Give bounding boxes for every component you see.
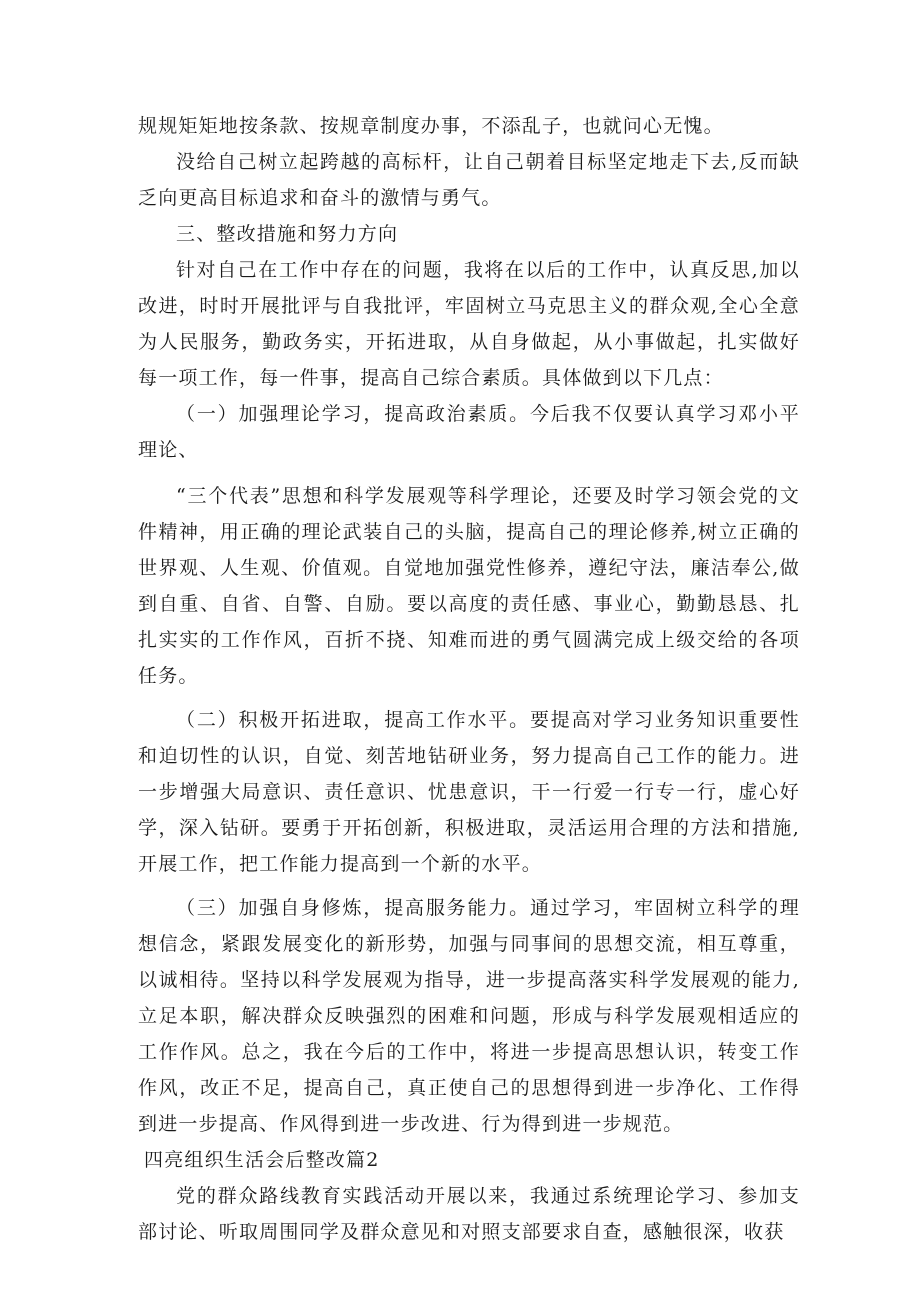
paragraph-three-represents: “三个代表”思想和科学发展观等科学理论，还要及时学习领会党的文件精神，用正确的理论武装自己的头脑，提高自己的理论修养,树立正确的世界观、人生观、价值观。自觉地加强党性修养，遵纪守法，廉洁奉公,做到自重、自省、自警、自励。要以高度的责任感、事业心，勤勤恳恳、扎扎实实的工作作风，百折不挠、知难而进的勇气圆满完成上级交给的各项任务。 (138, 485, 800, 687)
section-heading-rectification: 三、整改措施和努力方向 (176, 223, 399, 245)
paragraph-continuation: 规规矩矩地按条款、按规章制度办事，不添乱子，也就问心无愧。 (138, 115, 724, 137)
paragraph-no-benchmark: 没给自己树立起跨越的高标杆，让自己朝着目标坚定地走下去,反而缺乏向更高目标追求和奋斗的激情与勇气。 (138, 151, 800, 209)
section-title-part-two: 四亮组织生活会后整改篇2 (144, 1149, 380, 1171)
paragraph-point-one: （一）加强理论学习，提高政治素质。今后我不仅要认真学习邓小平理论、 (138, 403, 800, 461)
paragraph-point-two: （二）积极开拓进取，提高工作水平。要提高对学习业务知识重要性和迫切性的认识，自觉、刻苦地钻研业务，努力提高自己工作的能力。进一步增强大局意识、责任意识、忧患意识，干一行爱一行专一行，虚心好学，深入钻研。要勇于开拓创新，积极进取，灵活运用合理的方法和措施,开展工作，把工作能力提高到一个新的水平。 (138, 709, 800, 875)
paragraph-part-two-intro: 党的群众路线教育实践活动开展以来，我通过系统理论学习、参加支部讨论、听取周围同学及群众意见和对照支部要求自查，感触很深，收获 (138, 1185, 800, 1243)
paragraph-rectification-intro: 针对自己在工作中存在的问题，我将在以后的工作中，认真反思,加以改进，时时开展批评与自我批评，牢固树立马克思主义的群众观,全心全意为人民服务，勤政务实，开拓进取，从自身做起，从小事做起，扎实做好每一项工作，每一件事，提高自己综合素质。具体做到以下几点： (138, 259, 800, 389)
paragraph-point-three: （三）加强自身修炼，提高服务能力。通过学习，牢固树立科学的理想信念，紧跟发展变化的新形势，加强与同事间的思想交流，相互尊重，以诚相待。坚持以科学发展观为指导，进一步提高落实科学发展观的能力,立足本职，解决群众反映强烈的困难和问题，形成与科学发展观相适应的工作作风。总之，我在今后的工作中，将进一步提高思想认识，转变工作作风，改正不足，提高自己，真正使自己的思想得到进一步净化、工作得到进一步提高、作风得到进一步改进、行为得到进一步规范。 (138, 897, 800, 1135)
